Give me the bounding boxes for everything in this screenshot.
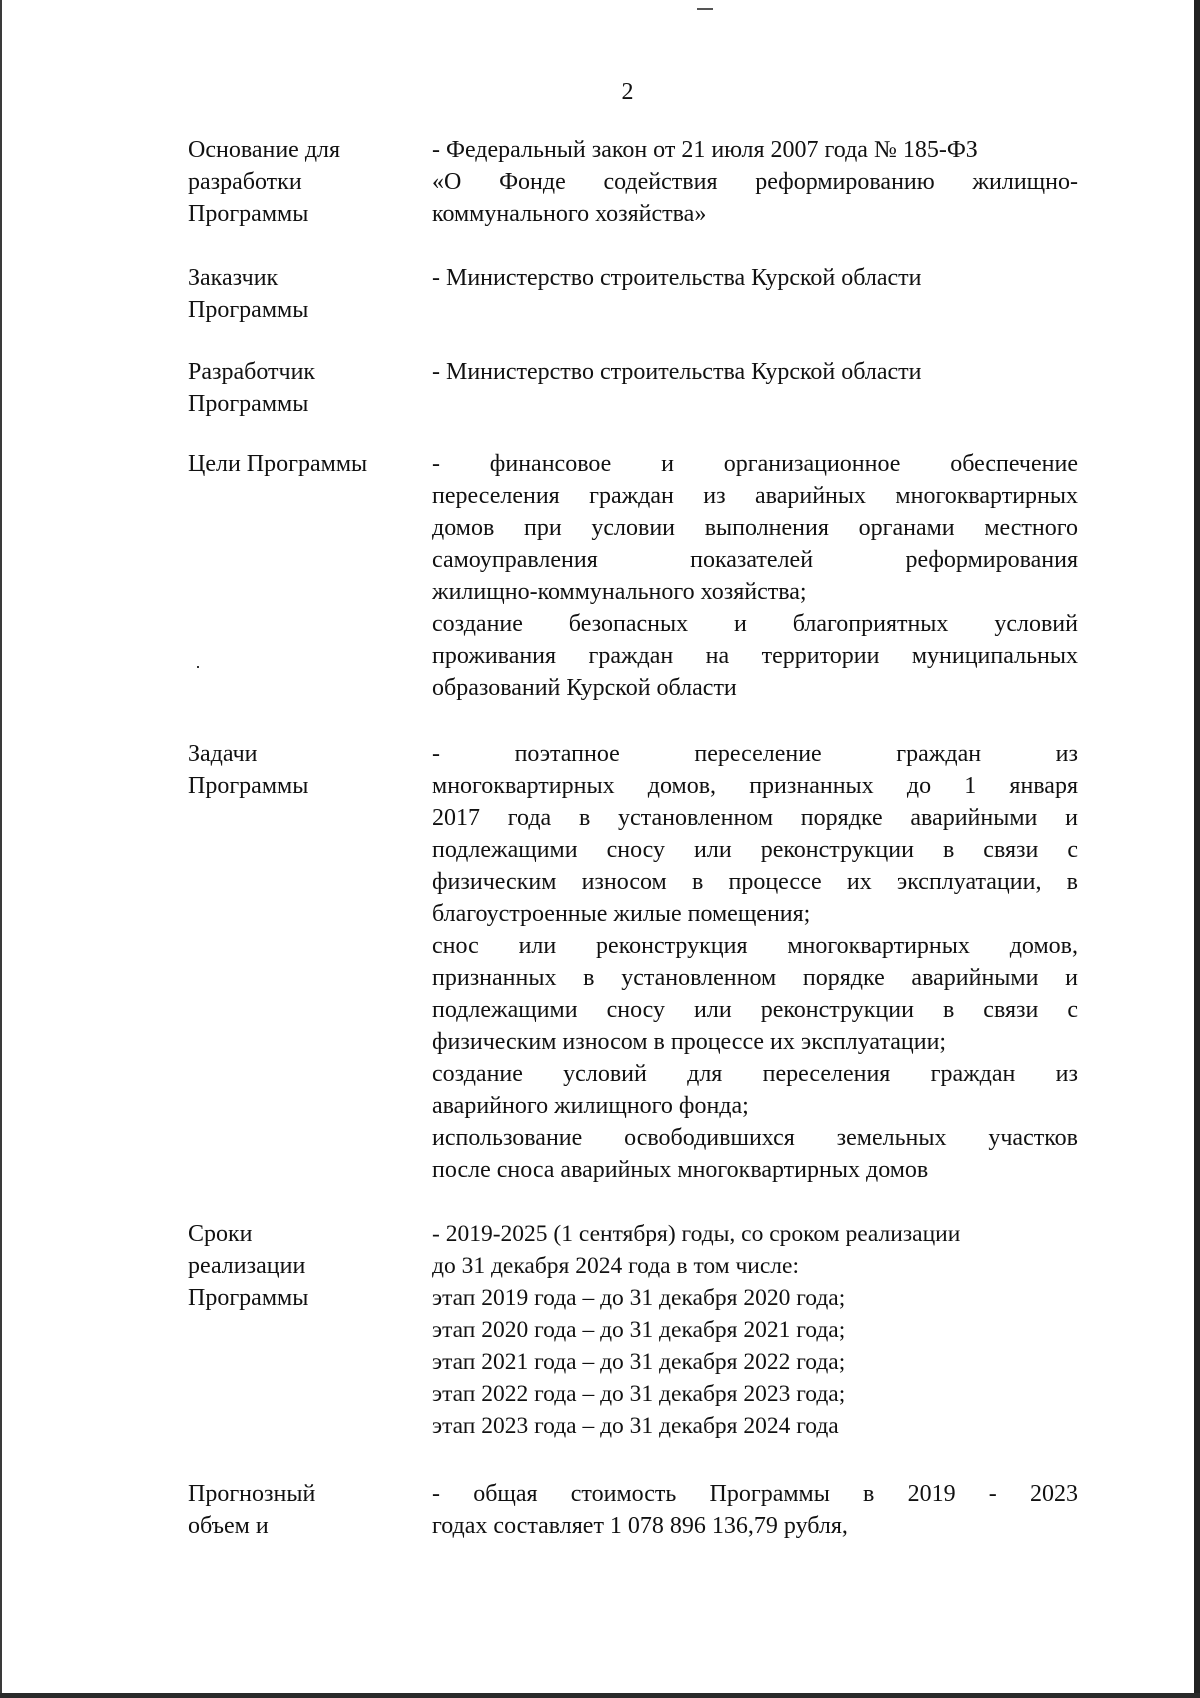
row-label xyxy=(188,1218,432,1314)
scan-edge-bottom xyxy=(0,1693,1200,1698)
passport-row-goals xyxy=(188,448,1078,704)
label-line: Программы xyxy=(188,773,309,799)
label-line: разработки xyxy=(188,169,302,195)
label-line: Цели Программы xyxy=(188,451,368,477)
value-line: - Федеральный закон от 21 июля 2007 года № 185-ФЗ xyxy=(432,137,978,163)
row-label xyxy=(188,262,432,326)
label-line: Задачи xyxy=(188,741,258,767)
value-line: переселения граждан из аварийных многоквартирных xyxy=(432,483,1078,509)
scan-edge-left xyxy=(0,0,2,1698)
value-line: этап 2021 года – до 31 декабря 2022 года; xyxy=(432,1349,846,1375)
label-line: Прогнозный xyxy=(188,1481,316,1507)
value-line: - общая стоимость Программы в 2019 - 2023 xyxy=(432,1481,1078,1507)
value-line: этап 2022 года – до 31 декабря 2023 года; xyxy=(432,1381,846,1407)
value-line: - Министерство строительства Курской области xyxy=(432,359,922,385)
value-line: 2017 года в установленном порядке аварийными и xyxy=(432,805,1078,831)
passport-row-basis xyxy=(188,134,1078,230)
value-line: проживания граждан на территории муниципальных xyxy=(432,643,1078,669)
value-line: - Министерство строительства Курской области xyxy=(432,265,922,291)
passport-row-tasks xyxy=(188,738,1078,1186)
value-line: снос или реконструкция многоквартирных домов, xyxy=(432,933,1078,959)
label-line: Программы xyxy=(188,201,309,227)
value-line: этап 2020 года – до 31 декабря 2021 года; xyxy=(432,1317,846,1343)
value-line: аварийного жилищного фонда; xyxy=(432,1093,749,1119)
passport-row-customer xyxy=(188,262,1078,326)
label-line: Программы xyxy=(188,391,309,417)
value-line: - финансовое и организационное обеспечение xyxy=(432,451,1078,477)
value-line: физическим износом в процессе их эксплуатации, в xyxy=(432,869,1078,895)
value-line: самоуправления показателей реформирования xyxy=(432,547,1078,573)
row-value xyxy=(432,262,1078,294)
page-number: 2 xyxy=(621,79,634,105)
label-line: объем и xyxy=(188,1513,269,1539)
value-line: после сноса аварийных многоквартирных домов xyxy=(432,1157,929,1183)
value-line: многоквартирных домов, признанных до 1 января xyxy=(432,773,1078,799)
row-value xyxy=(432,134,1078,230)
value-line: жилищно-коммунального хозяйства; xyxy=(432,579,807,605)
value-line: - поэтапное переселение граждан из xyxy=(432,741,1078,767)
value-line: до 31 декабря 2024 года в том числе: xyxy=(432,1253,799,1279)
label-line: Программы xyxy=(188,1285,309,1311)
row-label xyxy=(188,134,432,230)
label-line: реализации xyxy=(188,1253,306,1279)
passport-row-funding xyxy=(188,1478,1078,1542)
label-line: Заказчик xyxy=(188,265,279,291)
scan-mark xyxy=(697,8,713,10)
row-value xyxy=(432,1478,1078,1542)
passport-row-developer xyxy=(188,356,1078,420)
value-line: - 2019-2025 (1 сентября) годы, со сроком реализации xyxy=(432,1221,961,1247)
scan-edge-right xyxy=(1194,0,1200,1698)
value-line: этап 2019 года – до 31 декабря 2020 года; xyxy=(432,1285,846,1311)
label-line: Сроки xyxy=(188,1221,253,1247)
row-label xyxy=(188,1478,432,1542)
value-line: «О Фонде содействия реформированию жилищно- xyxy=(432,169,1078,195)
row-value xyxy=(432,356,1078,388)
value-line: домов при условии выполнения органами местного xyxy=(432,515,1078,541)
passport-row-timeline xyxy=(188,1218,1078,1442)
value-line: использование освободившихся земельных участков xyxy=(432,1125,1078,1151)
value-line: создание условий для переселения граждан из xyxy=(432,1061,1078,1087)
value-line: создание безопасных и благоприятных условий xyxy=(432,611,1078,637)
program-passport xyxy=(188,134,1078,1542)
value-line: благоустроенные жилые помещения; xyxy=(432,901,811,927)
row-label xyxy=(188,738,432,802)
value-line: коммунального хозяйства» xyxy=(432,201,707,227)
value-line: физическим износом в процессе их эксплуатации; xyxy=(432,1029,947,1055)
value-line: признанных в установленном порядке аварийными и xyxy=(432,965,1078,991)
value-line: подлежащими сносу или реконструкции в связи с xyxy=(432,837,1078,863)
label-line: Программы xyxy=(188,297,309,323)
row-value xyxy=(432,448,1078,704)
row-label xyxy=(188,356,432,420)
label-line: Основание для xyxy=(188,137,341,163)
label-line: Разработчик xyxy=(188,359,316,385)
row-label xyxy=(188,448,432,480)
row-value xyxy=(432,1218,1078,1442)
value-line: образований Курской области xyxy=(432,675,737,701)
value-line: годах составляет 1 078 896 136,79 рубля, xyxy=(432,1513,848,1539)
value-line: подлежащими сносу или реконструкции в связи с xyxy=(432,997,1078,1023)
row-value xyxy=(432,738,1078,1186)
value-line: этап 2023 года – до 31 декабря 2024 года xyxy=(432,1413,839,1439)
